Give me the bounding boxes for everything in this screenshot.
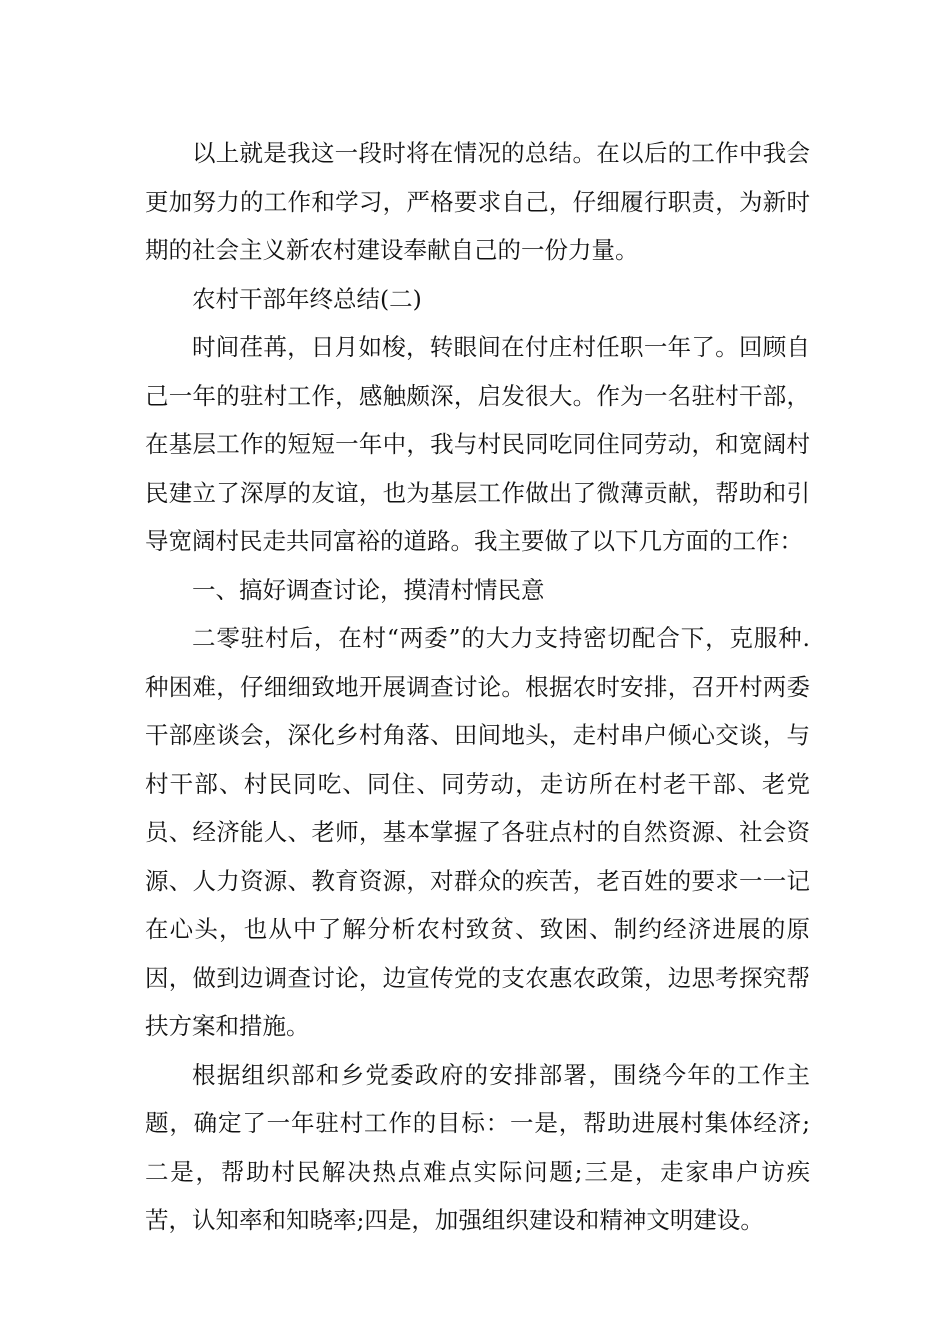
- document-body: [145, 129, 810, 1245]
- section-title: 农村干部年终总结(二): [192, 284, 422, 313]
- paragraph-goals: 根据组织部和乡党委政府的安排部署，围绕今年的工作主题，确定了一年驻村工作的目标：一是，帮助进展村集体经济;二是，帮助村民解决热点难点实际问题;三是，走家串户访疾苦，认知率和知晓率;四是，加强组织建设和精神文明建设。: [145, 1060, 810, 1234]
- heading-one: 一、搞好调查讨论，摸清村情民意: [192, 575, 545, 604]
- paragraph-intro: 时间荏苒，日月如梭，转眼间在付庄村任职一年了。回顾自己一年的驻村工作，感触颇深，启发很大。作为一名驻村干部，在基层工作的短短一年中，我与村民同吃同住同劳动，和宽阔村民建立了深厚的友谊，也为基层工作做出了微薄贡献，帮助和引导宽阔村民走共同富裕的道路。我主要做了以下几方面的工作：: [145, 333, 810, 555]
- paragraph-conclusion: 以上就是我这一段时将在情况的总结。在以后的工作中我会更加努力的工作和学习，严格要求自己，仔细履行职责，为新时期的社会主义新农村建设奉献自己的一份力量。: [145, 139, 810, 264]
- paragraph-survey: 二零驻村后，在村“两委”的大力支持密切配合下，克服种.种困难，仔细细致地开展调查讨论。根据农时安排，召开村两委干部座谈会，深化乡村角落、田间地头，走村串户倾心交谈，与村干部、村民同吃、同住、同劳动，走访所在村老干部、老党员、经济能人、老师，基本掌握了各驻点村的自然资源、社会资源、人力资源、教育资源，对群众的疾苦，老百姓的要求一一记在心头，也从中了解分析农村致贫、致困、制约经济进展的原因，做到边调查讨论，边宣传党的支农惠农政策，边思考探究帮扶方案和措施。: [145, 624, 810, 1040]
